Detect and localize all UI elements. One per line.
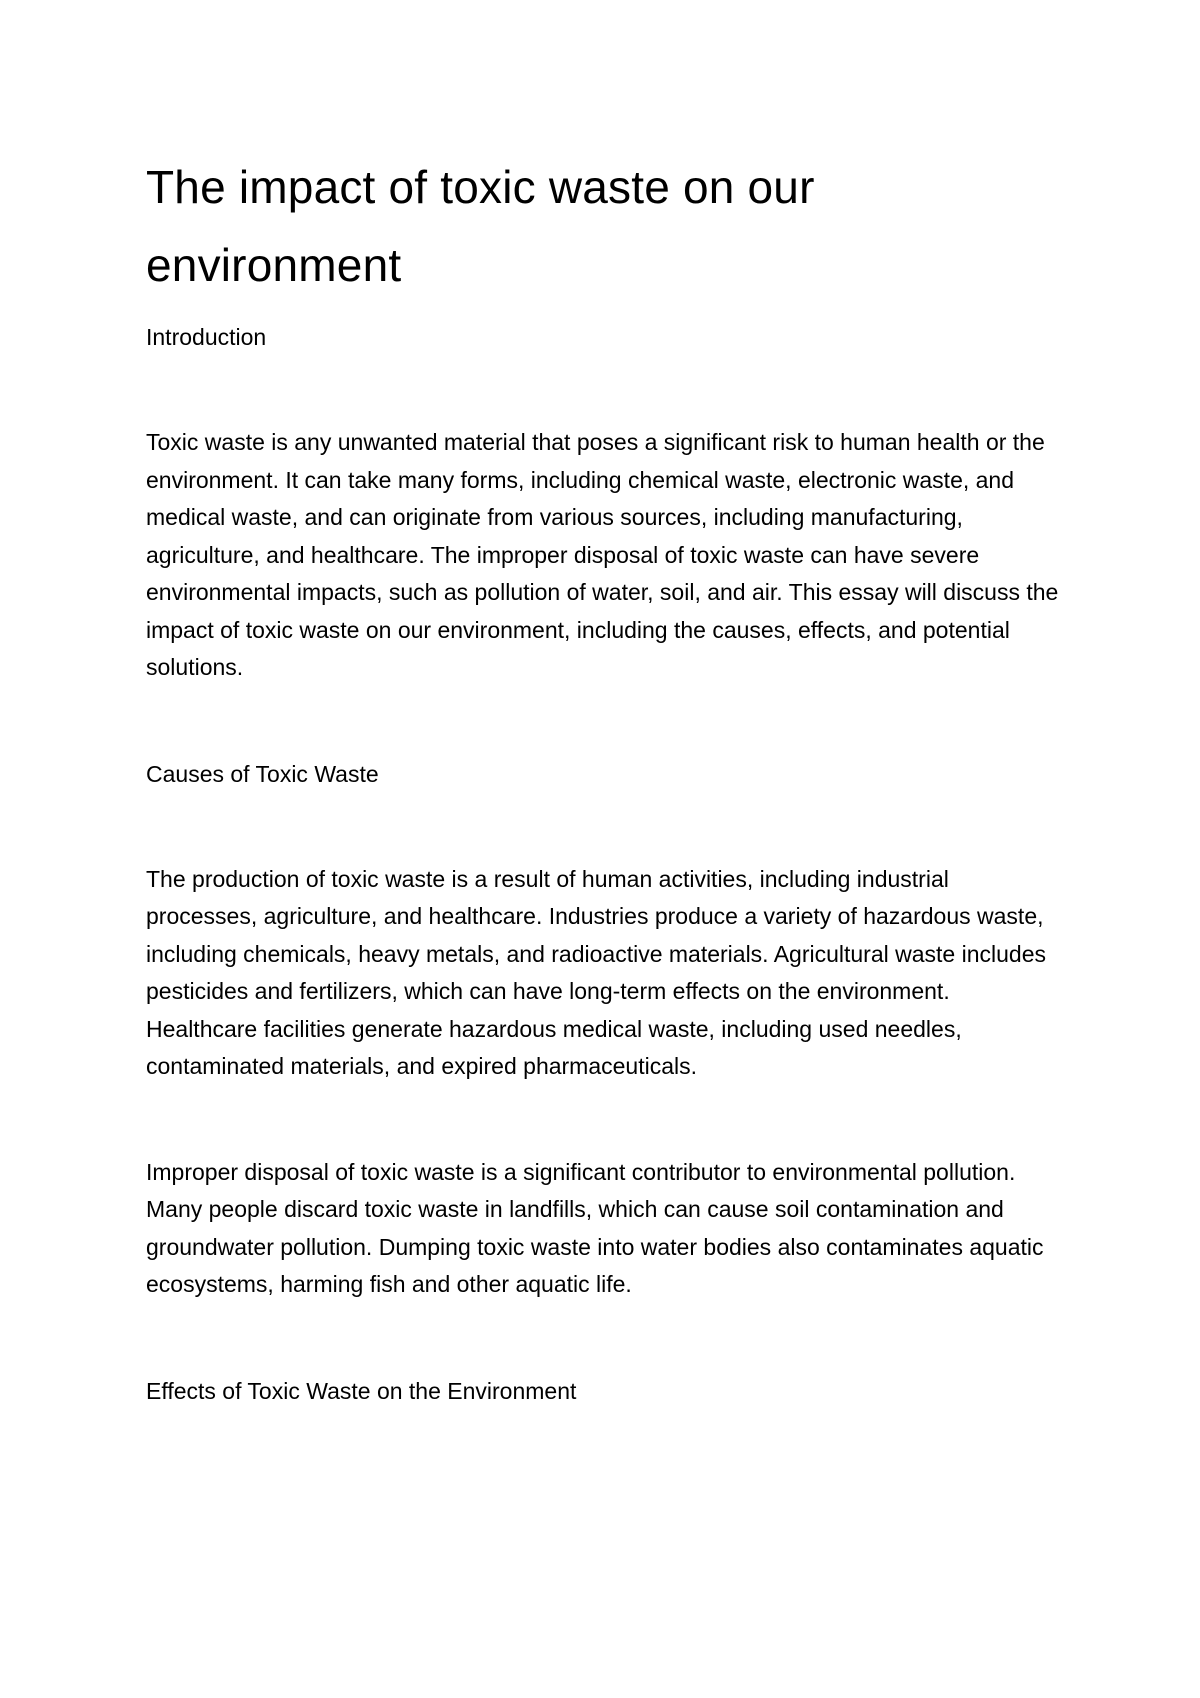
paragraph-causes-production: The production of toxic waste is a result of human activities, including industrial processes, agriculture, and healthcare. Industries produce a variety of hazardous waste, including chemicals, heavy metals, and radioactive materials. Agricultural waste includes pesticides and fertilizers, which can have long-term effects on the environment. Healthcare facilities generate hazardous medical waste, including used needles, contaminated materials, and expired pharmaceuticals. [146,865,1046,1079]
section-heading-effects: Effects of Toxic Waste on the Environment [146,1377,577,1404]
document-title: The impact of toxic waste on our environment [146,161,815,291]
document-body [146,148,1066,1410]
section-heading-causes: Causes of Toxic Waste [146,760,379,787]
paragraph-introduction: Toxic waste is any unwanted material that poses a significant risk to human health or the environment. It can take many forms, including chemical waste, electronic waste, and medical waste, and can originate from various sources, including manufacturing, agriculture, and healthcare. The improper disposal of toxic waste can have severe environmental impacts, such as pollution of water, soil, and air. This essay will discuss the impact of toxic waste on our environment, including the causes, effects, and potential solutions. [146,429,1059,680]
section-heading-introduction: Introduction [146,324,267,350]
paragraph-causes-disposal: Improper disposal of toxic waste is a significant contributor to environmental pollution. Many people discard toxic waste in landfills, which can cause soil contamination and groundwater pollution. Dumping toxic waste into water bodies also contaminates aquatic ecosystems, harming fish and other aquatic life. [146,1158,1044,1297]
